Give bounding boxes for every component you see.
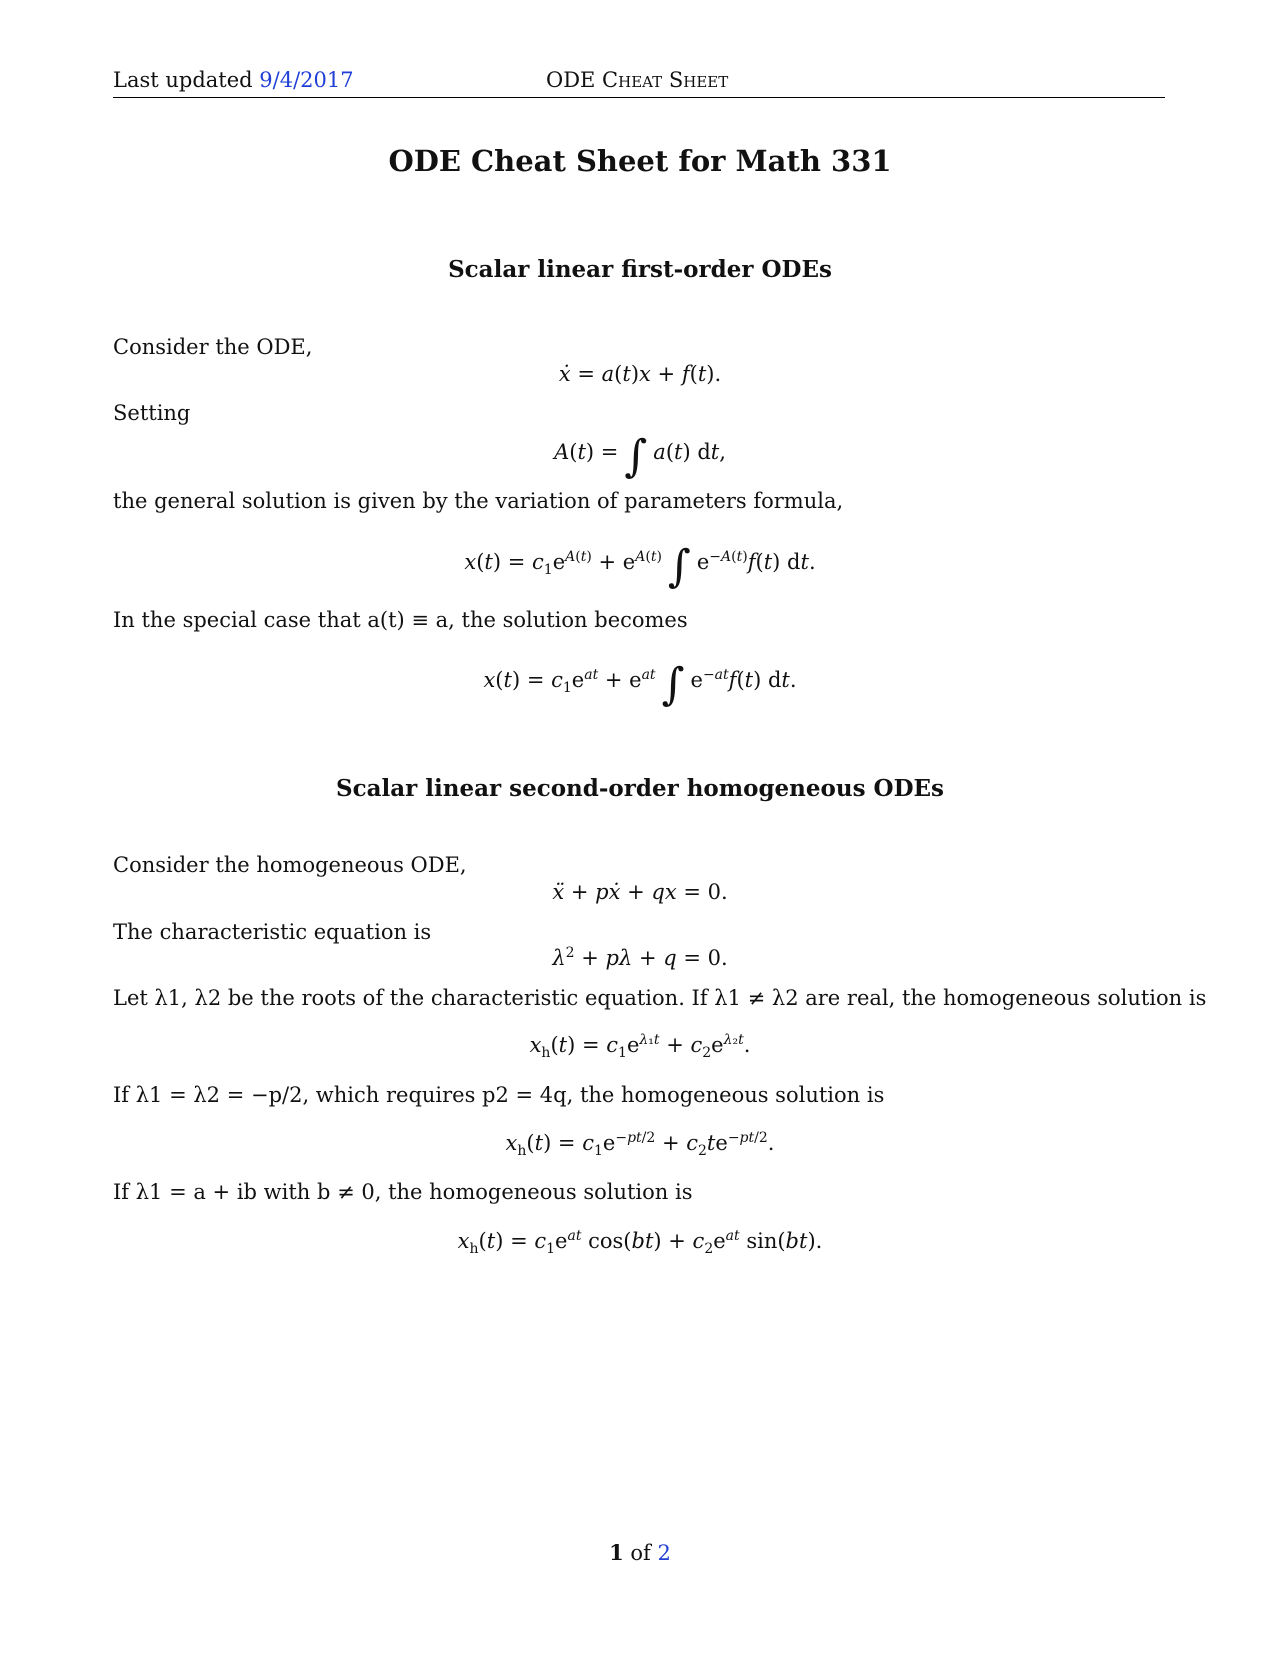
document-title: ODE Cheat Sheet for Math 331 bbox=[388, 144, 892, 178]
section1-paragraph-setting: Setting bbox=[113, 401, 191, 425]
section1-paragraph-special-case: In the special case that a(t) ≡ a, the solution becomes bbox=[113, 608, 688, 632]
page-number bbox=[0, 1540, 1280, 1565]
equation-complex-roots: $x_h(t) = c_1e^{at}$ $\cos(bt) + c_2e^{at}$ sin(bt). bbox=[457, 1228, 823, 1258]
section1-paragraph-consider: Consider the ODE, bbox=[113, 335, 313, 359]
running-header-title: ODE Cheat Sheet bbox=[546, 68, 729, 92]
section2-paragraph-consider: Consider the homogeneous ODE, bbox=[113, 853, 467, 877]
equation-characteristic: $\lambda^2 + p\lambda + q = 0$. bbox=[552, 945, 728, 970]
equation-constant-coefficient: $x(t) = c_1e^{at} + e^{at}$ ∫ $e^{-at}f(t)$ dt. bbox=[483, 659, 797, 710]
section2-heading: Scalar linear second-order homogeneous ODEs bbox=[335, 775, 944, 802]
last-updated bbox=[113, 68, 354, 92]
page-total-link[interactable]: 2 bbox=[657, 1541, 671, 1565]
header-rule bbox=[113, 97, 1165, 98]
equation-distinct-real-roots: $x_h(t) = c_1e^{\lambda_1t} + c_2e^{\lambda_2t}$. bbox=[529, 1032, 751, 1062]
section2-paragraph-distinct-roots: Let λ1, λ2 be the roots of the characteristic equation. If λ1 ≠ λ2 are real, the homogeneous solution is bbox=[113, 986, 1207, 1010]
equation-variation-of-parameters: $x(t) = c_1e^{A(t)} + e^{A(t)}$ ∫ $e^{-A(t)}f(t)$ dt. bbox=[464, 541, 816, 592]
equation-integrating-factor: A(t) = ∫ a(t) dt, bbox=[554, 431, 726, 482]
section2-paragraph-characteristic: The characteristic equation is bbox=[113, 920, 432, 944]
equation-repeated-root: $x_h(t) = c_1e^{-pt/2} + c_2te^{-pt/2}$. bbox=[505, 1130, 775, 1160]
equation-first-order-ode: ẋ = a(t)x + f(t). bbox=[558, 362, 722, 386]
section1-paragraph-general-solution: the general solution is given by the variation of parameters formula, bbox=[113, 489, 844, 513]
section2-paragraph-complex-roots: If λ1 = a + ib with b ≠ 0, the homogeneous solution is bbox=[113, 1180, 693, 1204]
section2-paragraph-repeated-root: If λ1 = λ2 = −p/2, which requires p2 = 4q, the homogeneous solution is bbox=[113, 1083, 885, 1107]
page-current: 1 bbox=[609, 1540, 624, 1565]
page-of: of bbox=[630, 1541, 651, 1565]
last-updated-date-link[interactable]: 9/4/2017 bbox=[259, 68, 354, 92]
equation-second-order-ode: ẍ + pẋ + qx = 0. bbox=[552, 880, 728, 904]
section1-heading: Scalar linear first-order ODEs bbox=[448, 256, 832, 283]
last-updated-label: Last updated bbox=[113, 68, 253, 92]
